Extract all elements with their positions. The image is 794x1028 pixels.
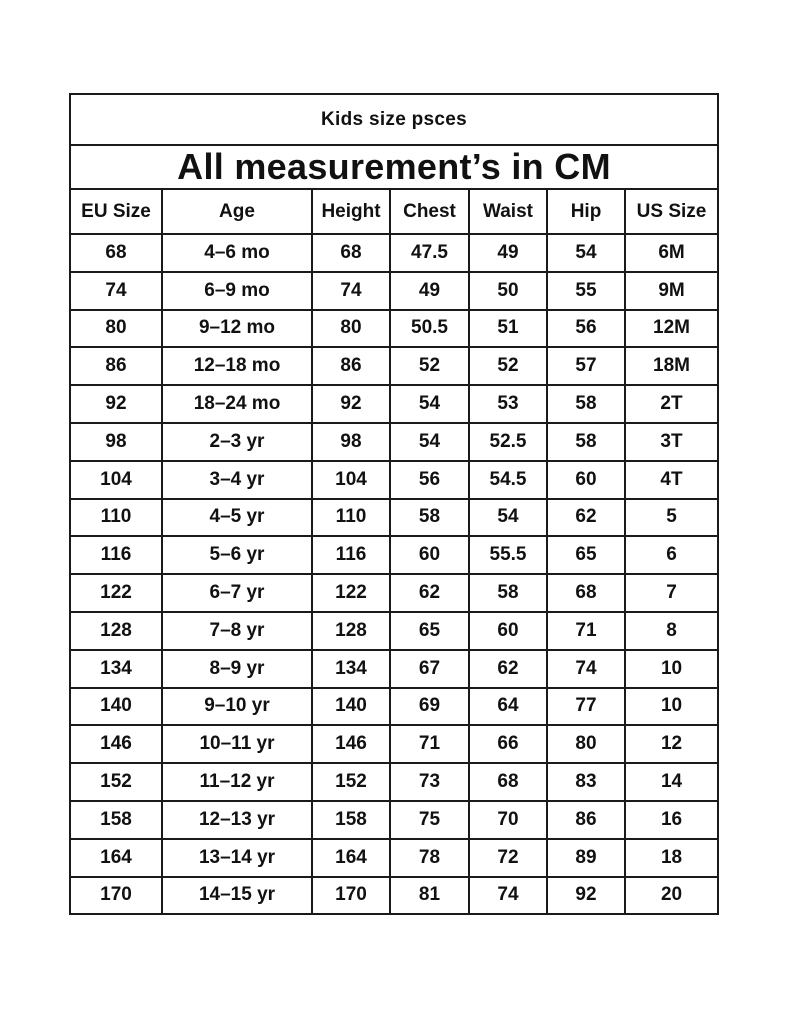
chest-cell: 50.5: [390, 310, 469, 348]
us-size-cell: 10: [625, 650, 718, 688]
height-cell: 74: [312, 272, 390, 310]
table-row: [70, 650, 718, 688]
title-row: [70, 94, 718, 145]
waist-cell: 62: [469, 650, 547, 688]
age-cell: 14–15 yr: [162, 877, 312, 915]
height-cell: 134: [312, 650, 390, 688]
height-cell: 158: [312, 801, 390, 839]
chest-cell: 81: [390, 877, 469, 915]
eu-size-cell: 98: [70, 423, 162, 461]
table-row: [70, 574, 718, 612]
table-row: [70, 725, 718, 763]
eu-size-cell: 122: [70, 574, 162, 612]
waist-cell: 54.5: [469, 461, 547, 499]
height-cell: 140: [312, 688, 390, 726]
waist-cell: 55.5: [469, 536, 547, 574]
table-row: [70, 801, 718, 839]
us-size-cell: 8: [625, 612, 718, 650]
age-cell: 4–6 mo: [162, 234, 312, 272]
header-chest: Chest: [390, 189, 469, 234]
age-cell: 11–12 yr: [162, 763, 312, 801]
hip-cell: 77: [547, 688, 625, 726]
eu-size-cell: 116: [70, 536, 162, 574]
table-row: [70, 347, 718, 385]
hip-cell: 60: [547, 461, 625, 499]
table-row: [70, 234, 718, 272]
us-size-cell: 6M: [625, 234, 718, 272]
waist-cell: 52.5: [469, 423, 547, 461]
size-chart-table: [69, 93, 719, 915]
eu-size-cell: 170: [70, 877, 162, 915]
chart-subtitle: All measurement’s in CM: [70, 145, 718, 189]
chart-title: Kids size psces: [70, 94, 718, 145]
height-cell: 98: [312, 423, 390, 461]
table-row: [70, 310, 718, 348]
eu-size-cell: 80: [70, 310, 162, 348]
header-age: Age: [162, 189, 312, 234]
chest-cell: 67: [390, 650, 469, 688]
height-cell: 86: [312, 347, 390, 385]
us-size-cell: 10: [625, 688, 718, 726]
eu-size-cell: 74: [70, 272, 162, 310]
hip-cell: 58: [547, 385, 625, 423]
waist-cell: 58: [469, 574, 547, 612]
chest-cell: 58: [390, 499, 469, 537]
eu-size-cell: 86: [70, 347, 162, 385]
age-cell: 13–14 yr: [162, 839, 312, 877]
height-cell: 104: [312, 461, 390, 499]
hip-cell: 83: [547, 763, 625, 801]
us-size-cell: 6: [625, 536, 718, 574]
waist-cell: 49: [469, 234, 547, 272]
age-cell: 6–9 mo: [162, 272, 312, 310]
height-cell: 152: [312, 763, 390, 801]
waist-cell: 64: [469, 688, 547, 726]
waist-cell: 72: [469, 839, 547, 877]
eu-size-cell: 134: [70, 650, 162, 688]
hip-cell: 55: [547, 272, 625, 310]
age-cell: 18–24 mo: [162, 385, 312, 423]
chest-cell: 78: [390, 839, 469, 877]
table-row: [70, 423, 718, 461]
age-cell: 12–13 yr: [162, 801, 312, 839]
header-waist: Waist: [469, 189, 547, 234]
table-row: [70, 877, 718, 915]
table-row: [70, 612, 718, 650]
hip-cell: 56: [547, 310, 625, 348]
chest-cell: 73: [390, 763, 469, 801]
age-cell: 5–6 yr: [162, 536, 312, 574]
header-row: [70, 189, 718, 234]
eu-size-cell: 104: [70, 461, 162, 499]
chest-cell: 69: [390, 688, 469, 726]
chest-cell: 54: [390, 423, 469, 461]
chest-cell: 71: [390, 725, 469, 763]
eu-size-cell: 92: [70, 385, 162, 423]
waist-cell: 68: [469, 763, 547, 801]
height-cell: 92: [312, 385, 390, 423]
height-cell: 80: [312, 310, 390, 348]
waist-cell: 60: [469, 612, 547, 650]
hip-cell: 74: [547, 650, 625, 688]
eu-size-cell: 140: [70, 688, 162, 726]
hip-cell: 80: [547, 725, 625, 763]
height-cell: 146: [312, 725, 390, 763]
chest-cell: 62: [390, 574, 469, 612]
table-row: [70, 536, 718, 574]
table-row: [70, 688, 718, 726]
height-cell: 68: [312, 234, 390, 272]
height-cell: 128: [312, 612, 390, 650]
header-hip: Hip: [547, 189, 625, 234]
table-row: [70, 763, 718, 801]
us-size-cell: 18: [625, 839, 718, 877]
chest-cell: 47.5: [390, 234, 469, 272]
table-row: [70, 385, 718, 423]
header-us-size: US Size: [625, 189, 718, 234]
age-cell: 2–3 yr: [162, 423, 312, 461]
chest-cell: 52: [390, 347, 469, 385]
us-size-cell: 14: [625, 763, 718, 801]
height-cell: 170: [312, 877, 390, 915]
age-cell: 4–5 yr: [162, 499, 312, 537]
chest-cell: 75: [390, 801, 469, 839]
waist-cell: 50: [469, 272, 547, 310]
age-cell: 3–4 yr: [162, 461, 312, 499]
subtitle-row: [70, 145, 718, 189]
age-cell: 8–9 yr: [162, 650, 312, 688]
age-cell: 9–10 yr: [162, 688, 312, 726]
age-cell: 6–7 yr: [162, 574, 312, 612]
eu-size-cell: 158: [70, 801, 162, 839]
eu-size-cell: 128: [70, 612, 162, 650]
height-cell: 164: [312, 839, 390, 877]
hip-cell: 89: [547, 839, 625, 877]
hip-cell: 92: [547, 877, 625, 915]
table-row: [70, 272, 718, 310]
table-row: [70, 499, 718, 537]
hip-cell: 58: [547, 423, 625, 461]
us-size-cell: 16: [625, 801, 718, 839]
us-size-cell: 12: [625, 725, 718, 763]
waist-cell: 52: [469, 347, 547, 385]
waist-cell: 53: [469, 385, 547, 423]
eu-size-cell: 68: [70, 234, 162, 272]
height-cell: 110: [312, 499, 390, 537]
us-size-cell: 5: [625, 499, 718, 537]
age-cell: 12–18 mo: [162, 347, 312, 385]
header-eu-size: EU Size: [70, 189, 162, 234]
table-row: [70, 461, 718, 499]
chest-cell: 54: [390, 385, 469, 423]
waist-cell: 54: [469, 499, 547, 537]
table-row: [70, 839, 718, 877]
us-size-cell: 4T: [625, 461, 718, 499]
eu-size-cell: 152: [70, 763, 162, 801]
us-size-cell: 12M: [625, 310, 718, 348]
chest-cell: 65: [390, 612, 469, 650]
waist-cell: 74: [469, 877, 547, 915]
us-size-cell: 3T: [625, 423, 718, 461]
hip-cell: 54: [547, 234, 625, 272]
waist-cell: 66: [469, 725, 547, 763]
chest-cell: 56: [390, 461, 469, 499]
age-cell: 9–12 mo: [162, 310, 312, 348]
age-cell: 7–8 yr: [162, 612, 312, 650]
size-chart-sheet: [69, 93, 717, 915]
hip-cell: 57: [547, 347, 625, 385]
eu-size-cell: 110: [70, 499, 162, 537]
waist-cell: 51: [469, 310, 547, 348]
chest-cell: 60: [390, 536, 469, 574]
header-height: Height: [312, 189, 390, 234]
chest-cell: 49: [390, 272, 469, 310]
hip-cell: 68: [547, 574, 625, 612]
us-size-cell: 7: [625, 574, 718, 612]
age-cell: 10–11 yr: [162, 725, 312, 763]
waist-cell: 70: [469, 801, 547, 839]
hip-cell: 62: [547, 499, 625, 537]
hip-cell: 71: [547, 612, 625, 650]
height-cell: 116: [312, 536, 390, 574]
us-size-cell: 2T: [625, 385, 718, 423]
us-size-cell: 18M: [625, 347, 718, 385]
eu-size-cell: 146: [70, 725, 162, 763]
us-size-cell: 9M: [625, 272, 718, 310]
eu-size-cell: 164: [70, 839, 162, 877]
hip-cell: 86: [547, 801, 625, 839]
us-size-cell: 20: [625, 877, 718, 915]
height-cell: 122: [312, 574, 390, 612]
hip-cell: 65: [547, 536, 625, 574]
